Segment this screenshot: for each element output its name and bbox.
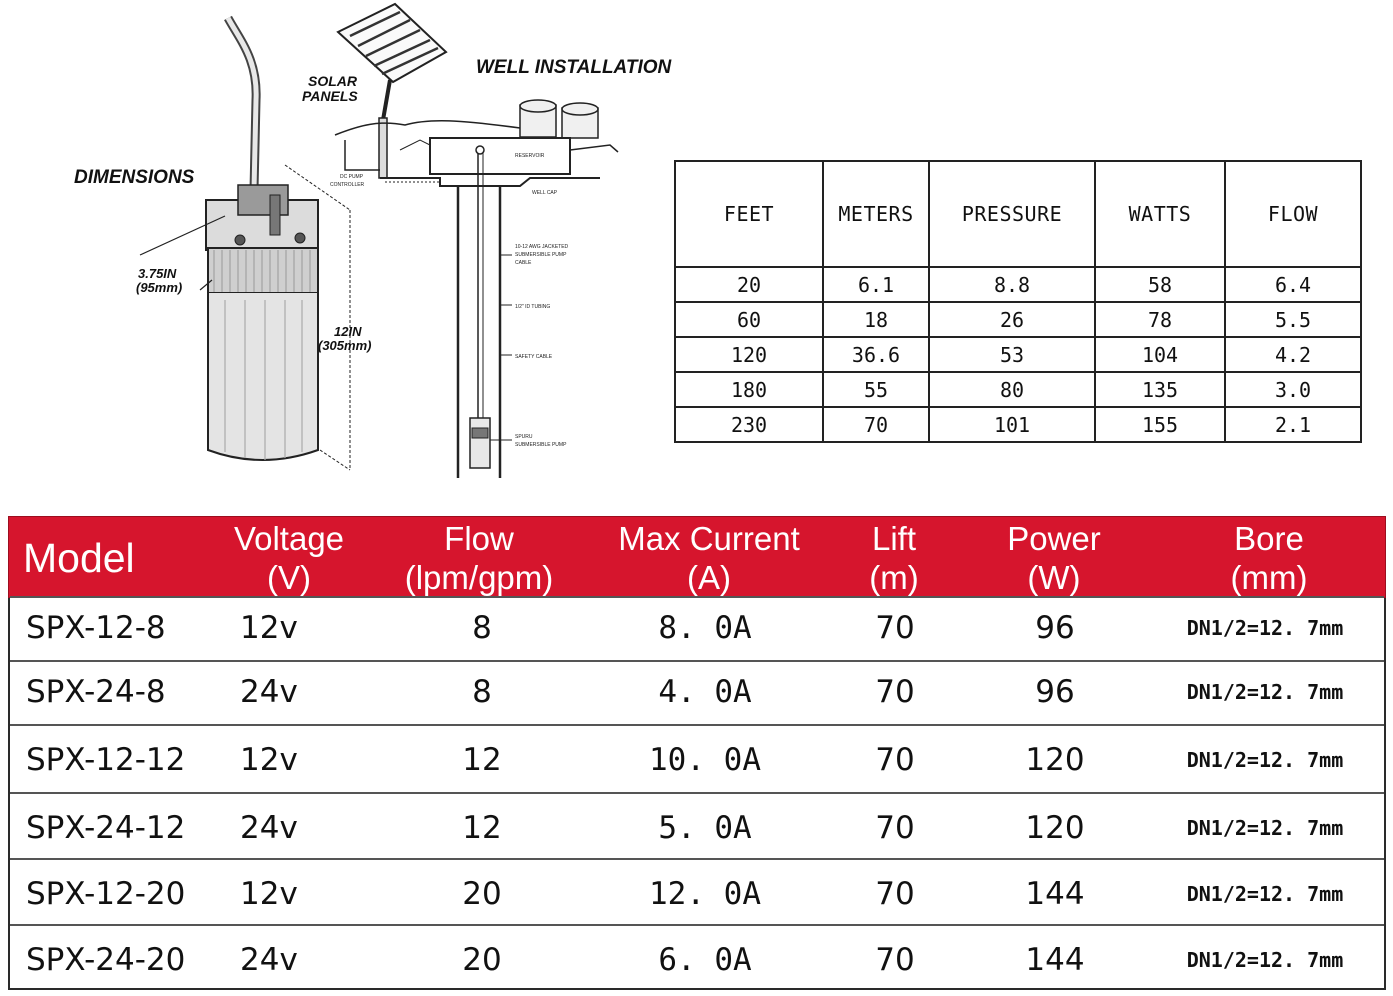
table-row [675, 407, 1361, 442]
spec-header-row [8, 516, 1386, 598]
cell-max-current: 10. 0A [649, 742, 761, 778]
cell-bore: DN1/2=12. 7mm [1186, 680, 1344, 704]
table-row [675, 372, 1361, 407]
cell-flow: 4.2 [1225, 337, 1361, 372]
cell-bore: DN1/2=12. 7mm [1186, 882, 1344, 906]
cell-bore: DN1/2=12. 7mm [1186, 816, 1344, 840]
cell-flow: 3.0 [1225, 372, 1361, 407]
header-bore: Bore (mm) [1230, 520, 1308, 596]
cell-lift: 70 [875, 810, 915, 846]
cell-pressure: 8.8 [929, 267, 1095, 302]
cell-flow: 8 [472, 674, 492, 710]
cell-lift: 70 [875, 876, 915, 912]
pump-label-2: SUBMERSIBLE PUMP [515, 442, 567, 448]
cell-feet: 120 [675, 337, 823, 372]
cell-watts: 104 [1095, 337, 1225, 372]
wellcap-label: WELL CAP [532, 190, 558, 196]
cell-pressure: 101 [929, 407, 1095, 442]
table-row [8, 860, 1386, 926]
cell-flow: 8 [472, 610, 492, 646]
cell-lift: 70 [875, 942, 915, 978]
cell-watts: 155 [1095, 407, 1225, 442]
cell-flow: 2.1 [1225, 407, 1361, 442]
solar-panels-label-2: PANELS [302, 88, 358, 104]
cell-model: SPX-24-12 [26, 810, 186, 846]
cell-meters: 55 [823, 372, 929, 407]
tubing-label: 1/2" ID TUBING [515, 304, 551, 310]
cell-voltage: 12v [240, 876, 298, 912]
cell-power: 120 [1025, 810, 1085, 846]
cell-max-current: 5. 0A [658, 810, 752, 846]
cable-label-1: 10-12 AWG JACKETED [515, 244, 569, 250]
cell-watts: 135 [1095, 372, 1225, 407]
header-flow: Flow (lpm/gpm) [404, 520, 554, 596]
cell-power: 144 [1025, 876, 1085, 912]
cable-label-2: SUBMERSIBLE PUMP [515, 252, 567, 258]
cell-power: 144 [1025, 942, 1085, 978]
table-row [675, 267, 1361, 302]
safety-cable-label: SAFETY CABLE [515, 354, 553, 360]
cell-lift: 70 [875, 742, 915, 778]
cell-watts: 58 [1095, 267, 1225, 302]
cell-watts: 78 [1095, 302, 1225, 337]
cell-flow: 5.5 [1225, 302, 1361, 337]
cell-feet: 230 [675, 407, 823, 442]
cell-meters: 18 [823, 302, 929, 337]
cell-pressure: 80 [929, 372, 1095, 407]
cell-meters: 70 [823, 407, 929, 442]
well-installation-title: WELL INSTALLATION [476, 57, 672, 78]
cell-pressure: 53 [929, 337, 1095, 372]
performance-table [674, 160, 1362, 443]
reservoir-label: RESERVOIR [515, 153, 545, 159]
cell-voltage: 24v [240, 942, 298, 978]
table-row [8, 926, 1386, 990]
controller-label-2: CONTROLLER [330, 182, 365, 188]
cell-voltage: 24v [240, 810, 298, 846]
table-row [675, 302, 1361, 337]
header-max-current: Max Current (A) [618, 520, 800, 596]
table-row [8, 662, 1386, 726]
header-power: Power (W) [1007, 520, 1101, 596]
height-metric: (305mm) [318, 338, 372, 353]
cell-bore: DN1/2=12. 7mm [1186, 948, 1344, 972]
cell-voltage: 12v [240, 742, 298, 778]
table-row [8, 726, 1386, 794]
height-label: 12IN [334, 324, 362, 339]
cell-bore: DN1/2=12. 7mm [1186, 748, 1344, 772]
cell-lift: 70 [875, 674, 915, 710]
cell-model: SPX-12-12 [26, 742, 186, 778]
cell-power: 96 [1035, 610, 1075, 646]
cell-model: SPX-24-20 [26, 942, 186, 978]
cell-feet: 60 [675, 302, 823, 337]
cell-voltage: 12v [240, 610, 298, 646]
cell-bore: DN1/2=12. 7mm [1186, 616, 1344, 640]
cell-model: SPX-12-20 [26, 876, 186, 912]
cell-lift: 70 [875, 610, 915, 646]
solar-panels-label-1: SOLAR [308, 73, 357, 89]
diameter-label: 3.75IN [138, 266, 177, 281]
cell-max-current: 6. 0A [658, 942, 752, 978]
cell-meters: 6.1 [823, 267, 929, 302]
diameter-metric: (95mm) [136, 280, 183, 295]
header-meters: METERS [823, 161, 929, 267]
pump-label-1: SPURU [515, 434, 533, 440]
cell-max-current: 8. 0A [658, 610, 752, 646]
header-feet: FEET [675, 161, 823, 267]
header-voltage: Voltage (V) [233, 520, 345, 596]
cell-power: 120 [1025, 742, 1085, 778]
cell-model: SPX-12-8 [26, 610, 166, 646]
spec-table [8, 516, 1386, 992]
table-row [675, 337, 1361, 372]
cell-meters: 36.6 [823, 337, 929, 372]
header-model: Model [23, 534, 135, 581]
controller-label-1: DC PUMP [340, 174, 364, 180]
cell-flow: 20 [462, 942, 502, 978]
cell-flow: 12 [462, 742, 502, 778]
header-pressure: PRESSURE [929, 161, 1095, 267]
cell-flow: 20 [462, 876, 502, 912]
performance-header-row [675, 161, 1361, 267]
cell-model: SPX-24-8 [26, 674, 166, 710]
header-flow: FLOW [1225, 161, 1361, 267]
table-row [8, 794, 1386, 860]
cell-flow: 12 [462, 810, 502, 846]
dimensions-title: DIMENSIONS [74, 167, 195, 188]
table-row [8, 598, 1386, 662]
cell-voltage: 24v [240, 674, 298, 710]
cell-feet: 180 [675, 372, 823, 407]
header-lift: Lift (m) [869, 520, 919, 596]
cell-pressure: 26 [929, 302, 1095, 337]
cell-flow: 6.4 [1225, 267, 1361, 302]
cell-power: 96 [1035, 674, 1075, 710]
cable-label-3: CABLE [515, 260, 532, 266]
cell-feet: 20 [675, 267, 823, 302]
cell-max-current: 12. 0A [649, 876, 761, 912]
installation-illustration [0, 0, 740, 500]
header-watts: WATTS [1095, 161, 1225, 267]
cell-max-current: 4. 0A [658, 674, 752, 710]
